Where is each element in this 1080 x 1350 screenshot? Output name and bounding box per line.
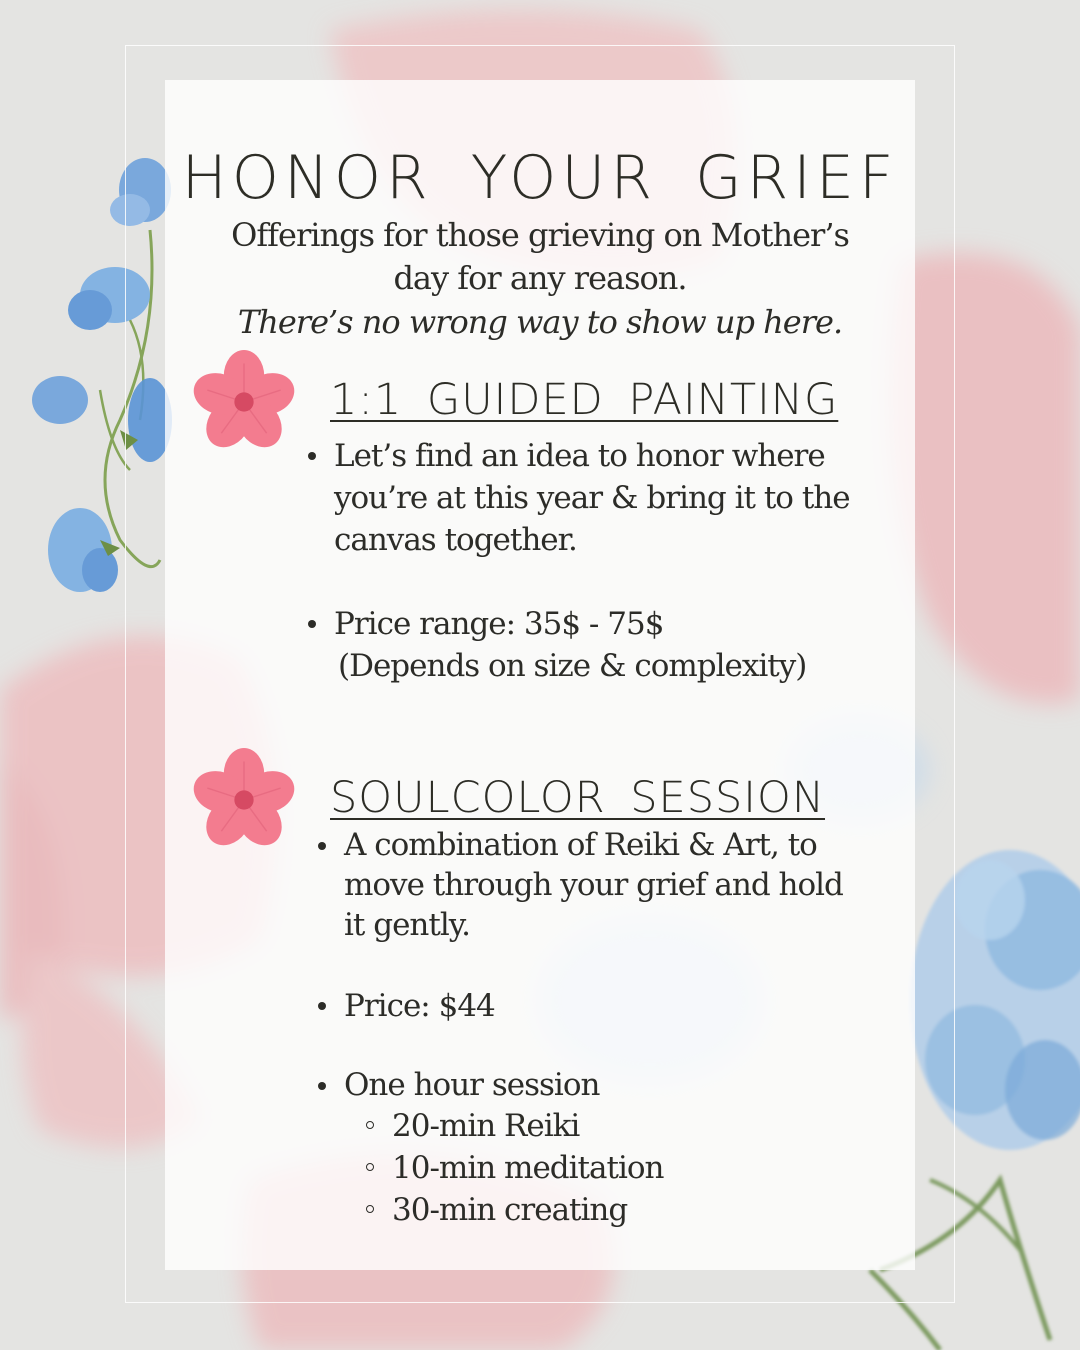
sub-list-item: 10-min meditation (392, 1147, 843, 1189)
subtitle-line-1: Offerings for those grieving on Mother’s (231, 216, 849, 254)
pink-flower-icon (191, 349, 297, 455)
list-item (344, 1065, 843, 1231)
subtitle-line-2: day for any reason. (393, 259, 687, 297)
sub-list-item: 20-min Reiki (392, 1105, 843, 1147)
list-item-line: canvas together. (334, 522, 577, 558)
pink-flower-icon (191, 747, 297, 853)
list-item-line: it gently. (344, 907, 471, 943)
list-item (334, 603, 850, 687)
list-item (344, 985, 843, 1027)
list-item (334, 435, 850, 561)
list-item-line: A combination of Reiki & Art, to (344, 827, 817, 863)
guided-painting-list (334, 435, 850, 687)
section-heading-soulcolor-session: SOULCOLOR SESSION (330, 773, 826, 823)
price-range: Price range: 35$ - 75$ (334, 606, 664, 642)
list-item-line: move through your grief and hold (344, 867, 843, 903)
soulcolor-session-list (344, 825, 843, 1231)
session-length: One hour session (344, 1067, 600, 1103)
list-item-line: Let’s find an idea to honor where (334, 438, 825, 474)
subtitle (165, 214, 915, 300)
sub-list-item: 30-min creating (392, 1189, 843, 1231)
list-item (344, 825, 843, 945)
price: Price: $44 (344, 988, 495, 1024)
section-heading-guided-painting: 1:1 GUIDED PAINTING (330, 375, 839, 425)
price-note: (Depends on size & complexity) (338, 648, 807, 684)
page-title: HONOR YOUR GRIEF (181, 143, 899, 213)
session-breakdown-list (344, 1105, 843, 1231)
tagline: There’s no wrong way to show up here. (237, 303, 843, 341)
list-item-line: you’re at this year & bring it to the (334, 480, 850, 516)
